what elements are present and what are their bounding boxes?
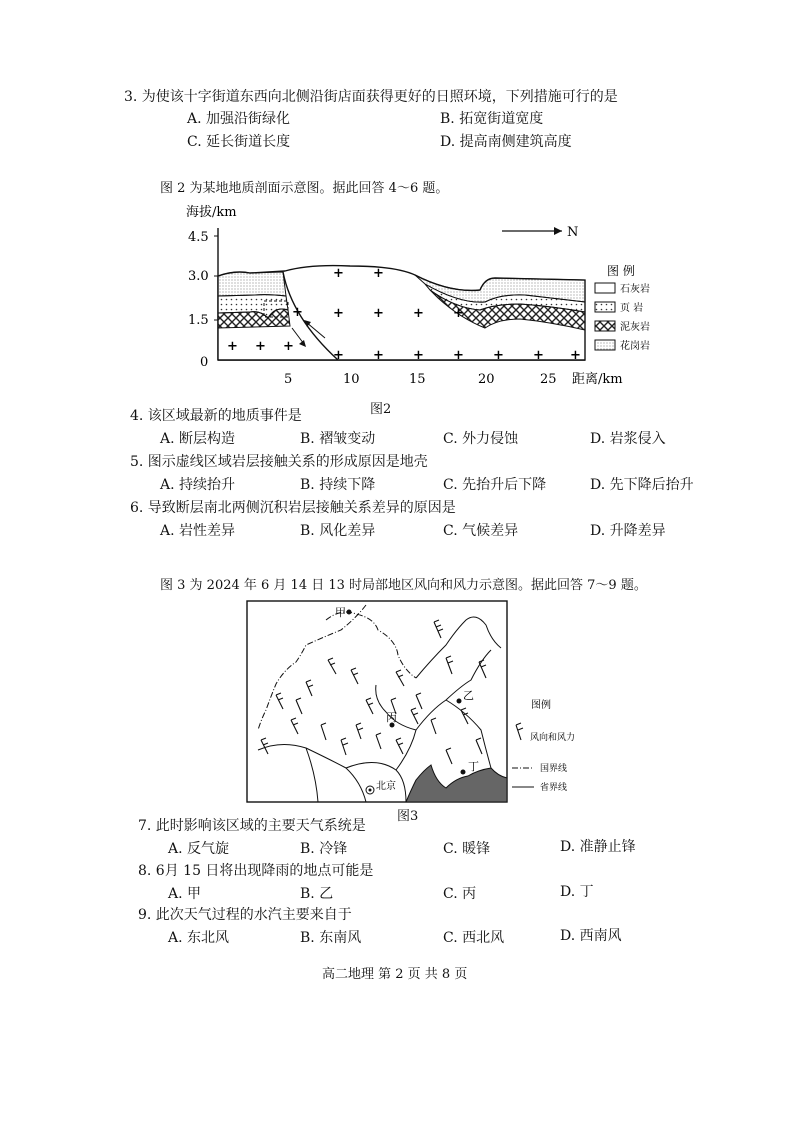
q8-option-d: D. 丁 <box>560 884 594 900</box>
q7-option-c: C. 暖锋 <box>443 841 491 857</box>
legend-provincial-border: 省界线 <box>540 783 568 793</box>
q9-option-c: C. 西北风 <box>443 930 505 946</box>
q9-option-d: D. 西南风 <box>560 928 622 944</box>
q4-option-b: B. 褶皱变动 <box>300 431 376 447</box>
svg-text:+: + <box>333 266 344 281</box>
svg-text:+: + <box>413 306 424 321</box>
place-ding: 丁 <box>468 760 479 773</box>
legend-swatch-marl <box>595 321 615 331</box>
q4-stem: 4. 该区域最新的地质事件是 <box>130 408 302 424</box>
wind-map-figure <box>246 600 626 805</box>
q6-option-c: C. 气候差异 <box>443 523 519 539</box>
xtick-5: 5 <box>284 372 293 387</box>
q4-option-d: D. 岩浆侵入 <box>590 431 666 447</box>
place-bing: 丙 <box>386 711 397 724</box>
legend-swatch-granite <box>595 340 615 350</box>
svg-text:+: + <box>373 348 384 363</box>
svg-text:+: + <box>453 348 464 363</box>
q5-option-a: A. 持续抬升 <box>160 477 236 493</box>
north-label: N <box>567 225 579 240</box>
ytick-4.5: 4.5 <box>188 230 209 245</box>
ytick-0: 0 <box>200 355 209 370</box>
ytick-3.0: 3.0 <box>188 269 209 284</box>
legend-shale: 页 岩 <box>620 303 644 314</box>
legend-wind-barb-icon <box>516 723 523 740</box>
svg-text:+: + <box>453 306 464 321</box>
q5-option-c: C. 先抬升后下降 <box>443 477 547 493</box>
svg-text:+: + <box>570 348 581 363</box>
legend-marl: 泥灰岩 <box>620 322 650 333</box>
svg-text:+: + <box>292 305 303 320</box>
fig3-caption: 图3 <box>397 809 419 824</box>
legend-national-border: 国界线 <box>540 764 568 774</box>
place-yi-dot <box>457 699 462 704</box>
place-jia-dot <box>347 610 352 615</box>
q5-option-d: D. 先下降后抬升 <box>590 477 694 493</box>
q9-option-a: A. 东北风 <box>168 930 230 946</box>
q6-stem: 6. 导致断层南北两侧沉积岩层接触关系差异的原因是 <box>130 500 456 516</box>
legend-wind: 风向和风力 <box>530 733 576 743</box>
fig2-intro: 图 2 为某地地质剖面示意图。据此回答 4～6 题。 <box>160 181 449 196</box>
page-footer: 高二地理 第 2 页 共 8 页 <box>322 967 468 982</box>
q7-option-a: A. 反气旋 <box>168 841 230 857</box>
legend-granite: 花岗岩 <box>620 341 650 352</box>
q7-stem: 7. 此时影响该区域的主要天气系统是 <box>138 818 366 834</box>
south-limestone <box>218 272 286 296</box>
svg-text:+: + <box>373 306 384 321</box>
svg-text:+: + <box>227 339 238 354</box>
svg-text:+: + <box>493 348 504 363</box>
legend-swatch-shale <box>595 302 615 312</box>
q9-option-b: B. 东南风 <box>300 930 362 946</box>
svg-text:+: + <box>533 348 544 363</box>
svg-text:+: + <box>283 339 294 354</box>
xtick-15: 15 <box>409 372 426 387</box>
place-ding-dot <box>461 770 466 775</box>
svg-text:+: + <box>413 348 424 363</box>
fig2-caption: 图2 <box>370 402 392 417</box>
fig3-legend-title: 图例 <box>531 700 551 711</box>
q6-option-b: B. 风化差异 <box>300 523 376 539</box>
q6-option-a: A. 岩性差异 <box>160 523 236 539</box>
q3-stem: 3. 为使该十字街道东西向北侧沿街店面获得更好的日照环境，下列措施可行的是 <box>124 89 618 105</box>
q5-option-b: B. 持续下降 <box>300 477 376 493</box>
q8-option-c: C. 丙 <box>443 886 477 902</box>
geologic-section-figure <box>180 198 680 398</box>
q7-option-d: D. 准静止锋 <box>560 839 636 855</box>
q8-option-a: A. 甲 <box>168 886 202 902</box>
q9-stem: 9. 此次天气过程的水汽主要来自于 <box>138 907 352 923</box>
xtick-25: 25 <box>540 372 557 387</box>
q3-option-d: D. 提高南侧建筑高度 <box>440 134 572 150</box>
q3-option-c: C. 延长街道长度 <box>187 134 291 150</box>
place-beijing: 北京 <box>376 781 396 792</box>
ytick-1.5: 1.5 <box>188 313 209 328</box>
q3-option-a: A. 加强沿街绿化 <box>187 111 291 127</box>
fig2-xlabel: 距离/km <box>572 372 623 387</box>
q7-option-b: B. 冷锋 <box>300 841 348 857</box>
north-arrow-icon <box>554 227 562 235</box>
svg-text:+: + <box>333 348 344 363</box>
q6-option-d: D. 升降差异 <box>590 523 666 539</box>
fig2-legend-title: 图 例 <box>607 264 635 278</box>
xtick-10: 10 <box>343 372 360 387</box>
svg-text:+: + <box>373 266 384 281</box>
svg-text:+: + <box>255 339 266 354</box>
q4-option-a: A. 断层构造 <box>160 431 236 447</box>
place-jia: 甲 <box>335 606 346 619</box>
q4-option-c: C. 外力侵蚀 <box>443 431 519 447</box>
q8-option-b: B. 乙 <box>300 886 334 902</box>
svg-text:+: + <box>333 306 344 321</box>
q3-option-b: B. 拓宽街道宽度 <box>440 111 544 127</box>
place-yi: 乙 <box>463 689 474 702</box>
legend-swatch-limestone <box>595 283 615 293</box>
q8-stem: 8. 6月 15 日将出现降雨的地点可能是 <box>138 863 374 879</box>
legend-limestone: 石灰岩 <box>620 284 650 295</box>
xtick-20: 20 <box>478 372 495 387</box>
fig2-ylabel: 海拔/km <box>186 205 237 220</box>
fig3-intro: 图 3 为 2024 年 6 月 14 日 13 时局部地区风向和风力示意图。据此回答 7～9 题。 <box>160 578 647 593</box>
q5-stem: 5. 图示虚线区域岩层接触关系的形成原因是地壳 <box>130 454 428 470</box>
